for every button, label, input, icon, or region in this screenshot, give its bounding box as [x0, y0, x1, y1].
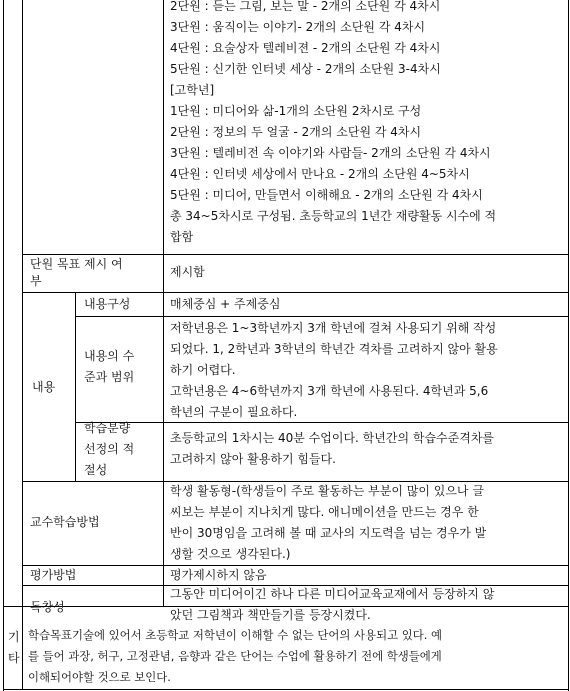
- outer-right-border: [568, 0, 569, 691]
- row-divider-content: [22, 292, 569, 293]
- method-label: 교수학습방법: [30, 515, 100, 529]
- unique-value: 그동안 미디어이긴 하나 다른 미디어교육교재에서 등장하지 않 았던 그림책과 책만들기를 등장시켰다.: [170, 587, 495, 622]
- sublabel-col-divider: [75, 292, 76, 481]
- level-label: 내용의 수 준과 범위: [84, 349, 135, 384]
- etc-label-divider: [22, 606, 23, 690]
- unit-line: [고학년]: [170, 83, 215, 97]
- unit-line: 4단원 : 인터넷 세상에서 만나요 - 2개의 소단원 4~5차시: [170, 167, 470, 181]
- unit-line: 3단원 : 텔레비전 속 이야기와 사람들- 2개의 소단원 각 4차시: [170, 146, 491, 160]
- unit-line: 2단원 : 정보의 두 얼굴 - 2개의 소단원 각 4차시: [170, 125, 422, 139]
- etc-label: 기 타: [8, 630, 20, 665]
- outer-left-border: [3, 0, 4, 691]
- composition-value: 매체중심 + 주제중심: [170, 297, 281, 311]
- outer-bottom-border: [3, 689, 569, 690]
- unit-line: 5단원 : 신기한 인터넷 세상 - 2개의 소단원 3-4차시: [170, 62, 441, 76]
- amount-label: 학습분량 선정의 적 절성: [84, 421, 135, 477]
- method-value: 학생 활동형-(학생들이 주로 활동하는 부분이 많이 있으나 글 씨보는 부분이 지나치게 많다. 애니메이션을 만드는 경우 한 반이 30명임을 고려해 볼 때 교사의 지도력을 넘는 경우가 발 생할 것으로 생각된다.): [170, 484, 487, 561]
- unit-line: 합함: [170, 230, 194, 244]
- unique-label: 독창성: [30, 600, 65, 614]
- unit-line: 총 34~5차시로 구성됨. 초등학교의 1년간 재량활동 시수에 적: [170, 209, 497, 223]
- unit-line: 1단원 : 미디어와 삶-1개의 소단원 2차시로 구성: [170, 104, 422, 118]
- level-value: 저학년용은 1~3학년까지 3개 학년에 걸쳐 사용되기 위해 작성 되었다. 1, 2학년과 3학년의 학년간 격차를 고려하지 않아 활용 하기 어렵다. 고학년용은 4~6학년까지 3개 학년에 사용된다. 4학년과 5,6 학년의 구분이 필요하다.: [170, 321, 498, 419]
- content-label: 내용: [32, 380, 56, 394]
- unit-line: 2단원 : 듣는 그림, 보는 말 - 2개의 소단원 각 4차시: [170, 0, 441, 13]
- amount-value: 초등학교의 1차시는 40분 수업이다. 학년간의 학습수준격차를 고려하지 않아 활용하기 힘들다.: [170, 431, 495, 466]
- unit-line: 4단원 : 요술상자 텔레비젼 - 2개의 소단원 각 4차시: [170, 41, 441, 55]
- goal-value: 제시함: [170, 265, 205, 279]
- unit-list: [170, 0, 496, 248]
- row-divider-eval: [22, 565, 569, 566]
- etc-value: 학습목표기술에 있어서 초등학교 저학년이 이해할 수 없는 단어의 사용되고 있다. 예 를 들어 과장, 허구, 고정관념, 음향과 같은 단어는 수업에 활용하기 전에 학생들에게 이해되어야할 것으로 보인다.: [28, 628, 442, 684]
- eval-value: 평가제시하지 않음: [170, 568, 267, 582]
- left-narrow-divider: [22, 0, 23, 606]
- value-col-divider: [163, 0, 164, 606]
- row-divider-composition: [75, 316, 569, 317]
- unit-line: 3단원 : 움직이는 이야기- 2개의 소단원 각 4차시: [170, 20, 426, 34]
- goal-label: 단원 목표 제시 여 부: [30, 257, 123, 288]
- unit-line: 5단원 : 미디어, 만들면서 이해해요 - 2개의 소단원 각 4차시: [170, 188, 483, 202]
- composition-label: 내용구성: [84, 297, 131, 311]
- eval-label: 평가방법: [30, 568, 77, 582]
